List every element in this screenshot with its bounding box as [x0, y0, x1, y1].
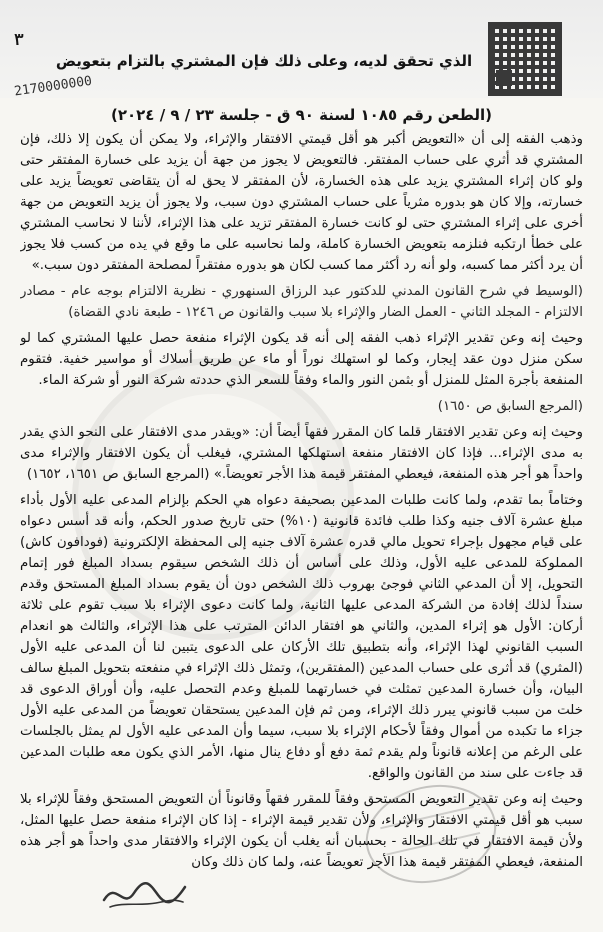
- document-paragraph: وذهب الفقه إلى أن «التعويض أكبر هو أقل قيمتي الافتقار والإثراء، ولا يمكن أن يكون إلا ذلك، فإن المشتري قد أثري على حساب المفتقر. فالتعويض لا يجوز من جهة أن يزيد على خسارة المفتقر حتى ولو كان إثراء المشتري يزيد على هذه الخسارة، لأن المفتقر لا يحق له أن يتقاضى تعويضاً يزيد على خسارته، وإلا كان هو بدوره مثرياً على حساب المشتري دون سبب، ولا يجوز أن يزيد التعويض من جهة أخرى على إثراء المشتري حتى لو كانت خسارة المفتقر تزيد على هذا الإثراء، لأننا لا نحاسب المشتري على خطأ ارتكبه فنلزمه بتعويض الخسارة كاملة، ولما نحاسبه على ما وقع في يده من كسب فلا يجوز أن يرد أكثر مما كسبه، ولو أنه رد أكثر مما كسب لكان هو بدوره مفتقراً لمصلحة المفتقر دون سبب.»: [20, 132, 583, 273]
- document-paragraph: وحيث إنه وعن تقدير الافتقار قلما كان المقرر فقهاً أيضاً أن: «ويقدر مدى الافتقار على النحو الذي يقدر به مدى الإثراء... فإذا كان الافتقار منفعة استهلكها المشتري، فيغلب أن يكون الافتقار والإثراء مدى واحداً هو أجر هذه المنفعة، فيعطي المفتقر قيمة هذا الأجر تعويضاً.» (المرجع السابق ص ١٦٥١، ١٦٥٢): [20, 425, 583, 482]
- document-paragraph: وحيث إنه وعن تقدير التعويض المستحق وفقاً للمقرر فقهاً وقانوناً أن التعويض المستحق وفقاً للإثراء بلا سبب هو أقل قيمتي الافتقار والإثراء، ولأن تقدير قيمة الإثراء - إذا كان الإثراء منفعة حصل عليها المثل، ولأن قيمة الافتقار في تلك الحالة - بحسبان أنه يغلب أن يكون الإثراء والافتقار مدى واحداً هو أجر هذه المنفعة، فيعطي المفتقر قيمة هذا الأجر تعويضاً عنه، ولما كان ذلك وكان: [20, 792, 583, 870]
- document-paragraph: وحيث إنه وعن تقدير الإثراء ذهب الفقه إلى أنه قد يكون الإثراء منفعة حصل عليها المشتري كما لو سكن منزل دون عقد إيجار، وكما لو استهلك نوراً أو ماء عن طريق أسلاك أو مواسير خفية. فتقوم المنفعة بأجرة المثل للمنزل أو بثمن النور والماء وفقاً للسعر الذي حددته شركة النور أو شركة الماء.: [20, 331, 583, 388]
- document-body: [20, 105, 583, 870]
- case-title: (الطعن رقم ١٠٨٥ لسنة ٩٠ ق - جلسة ٢٣ / ٩ / ٢٠٢٤): [110, 106, 493, 124]
- reference-paragraph: (المرجع السابق ص ١٦٥٠): [437, 399, 583, 414]
- document-header: [0, 0, 603, 98]
- signature-icon: [98, 872, 190, 916]
- header-code: 2170000000: [13, 73, 93, 100]
- document-paragraph: وختاماً بما تقدم، ولما كانت طلبات المدعين بصحيفة دعواه هي الحكم بإلزام المدعى عليه الأول بأداء مبلغ عشرة آلاف جنيه وكذا طلب فائدة قانونية (١٠%) حتى تاريخ صدور الحكم، وأنه قد أسس دعواه على قيام مجهول بإجراء تحويل مالي قدره عشرة آلاف جنيه إلى المحفظة الإلكترونية (فودافون كاش) المملوكة للمدعى عليه الأول، وذلك على أساس أن ذلك الشخص سيقوم بسداد المبلغ فور إتمام التحويل، إلا أن المدعي الثاني فوجئ بهروب ذلك الشخص دون أن يقوم بسداد المبلغ المستحق وقدم سنداً لذلك إفادة من الشركة المدعى عليها الثانية، ولما كانت دعوى الإثراء بلا سبب تقوم على ثلاثة أركان: الأول هو إثراء المدين، والثاني هو افتقار الدائن المترتب على هذا الإثراء، والثالث هو انعدام السبب القانوني لهذا الإثراء، وأنه بتطبيق تلك الأركان على الدعوى يتبين لنا أن المدعى عليه الأول (المثري) قد أثرى على حساب المدعين (المفتقرين)، وتمثل ذلك الإثراء في منفعته بتحويل المبلغ سالف البيان، وأن خسارة المدعين تمثلت في خسارتهما للمبلغ وعدم التحصل عليه، وأن أوراق الدعوى قد خلت من سبب قانوني يبرر ذلك الإثراء، ومن ثم فإن المدعين يستحقان تعويضاً من المدعى عليه الأول جزاء ما تكبده من أموال وفقاً لأحكام الإثراء بلا سبب، سيما وأن المدعى عليه الأول لم يمثل بالجلسات على الرغم من إعلانه قانوناً ولم يقدم ثمة دفع أو دفاع ينال منها، الأمر الذي يكون معه طلبات المدعين قد جاءت على سند من القانون والواقع.: [20, 493, 583, 781]
- page-number: ٣: [14, 30, 24, 49]
- qr-code: [488, 22, 562, 96]
- reference-paragraph: (الوسيط في شرح القانون المدني للدكتور عبد الرزاق السنهوري - نظرية الالتزام بوجه عام - مصادر الالتزام - المجلد الثاني - العمل الضار والإثراء بلا سبب والقانون ص ١٢٤٦ - طبعة نادي القضاة): [20, 284, 583, 320]
- header-text: الذي تحقق لديه، وعلى ذلك فإن المشتري بالتزام بتعويض: [55, 52, 473, 70]
